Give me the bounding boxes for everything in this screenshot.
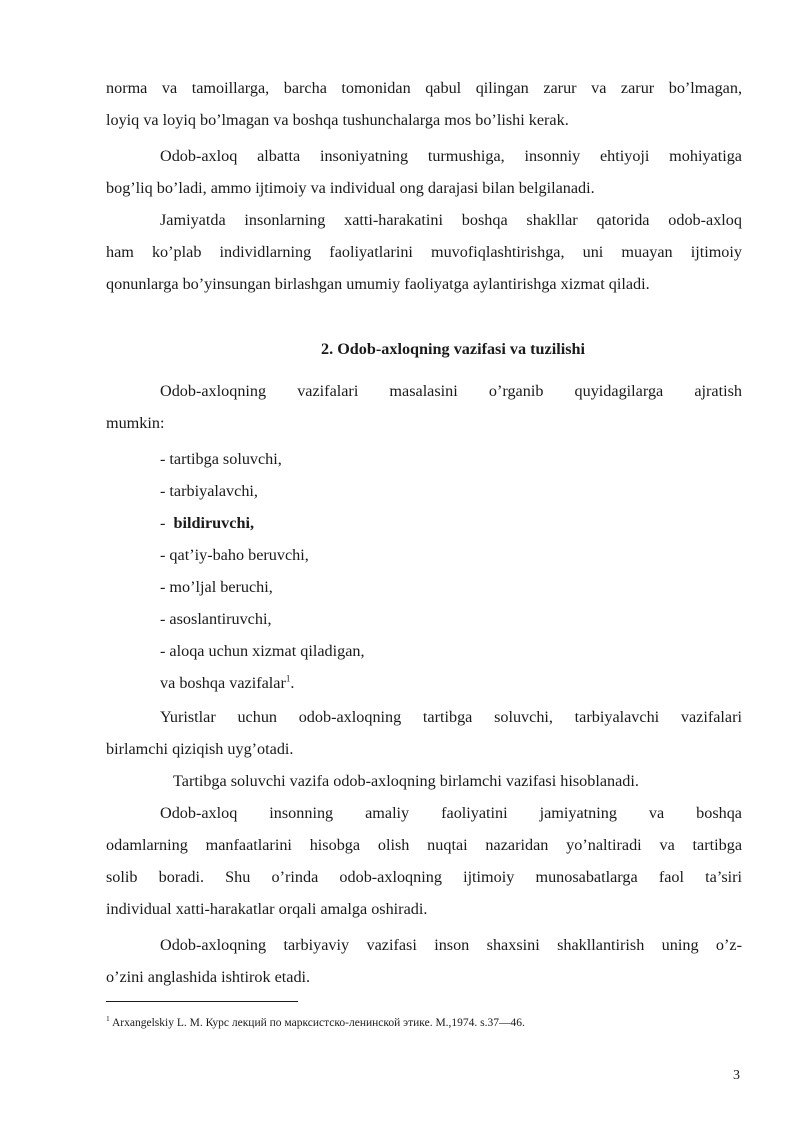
paragraph-line: Odob-axloq albatta insoniyatning turmushiga, insonniy ehtiyoji mohiyatiga	[160, 147, 742, 165]
footnote	[106, 1016, 525, 1030]
list-item-bold: bildiruvchi,	[173, 514, 254, 532]
paragraph-line: Odob-axloq insonning amaliy faoliyatini jamiyatning va boshqa	[160, 804, 742, 822]
list-item: - qat’iy-baho beruvchi,	[160, 546, 309, 564]
list-item: - tartibga soluvchi,	[160, 450, 282, 468]
list-dash: -	[160, 514, 174, 532]
footnote-separator	[106, 1001, 298, 1002]
list-end-period: .	[290, 674, 295, 692]
paragraph-line: qonunlarga bo’yinsungan birlashgan umumiy faoliyatga aylantirishga xizmat qiladi.	[106, 275, 650, 293]
paragraph-line: Odob-axloqning tarbiyaviy vazifasi inson shaxsini shakllantirish uning o’z-	[160, 936, 742, 954]
list-item: - mo’ljal beruchi,	[160, 578, 273, 596]
list-item: - tarbiyalavchi,	[160, 482, 258, 500]
paragraph-line: individual xatti-harakatlar orqali amalga oshiradi.	[106, 900, 428, 918]
paragraph-line: Yuristlar uchun odob-axloqning tartibga soluvchi, tarbiyalavchi vazifalari	[160, 708, 742, 726]
paragraph-line: solib boradi. Shu o’rinda odob-axloqning ijtimoiy munosabatlarga faol ta’siri	[106, 868, 742, 886]
list-item	[160, 513, 742, 533]
list-item: - aloqa uchun xizmat qiladigan,	[160, 642, 365, 660]
paragraph-line: loyiq va loyiq bo’lmagan va boshqa tushunchalarga mos bo’lishi kerak.	[106, 111, 569, 129]
page-number: 3	[733, 1068, 740, 1083]
footnote-text: Arxangelskiy L. M. Курс лекций по марксистско-ленинской этике. М.,1974. s.37—46.	[112, 1017, 525, 1029]
paragraph-line: norma va tamoillarga, barcha tomonidan qabul qilingan zarur va zarur bo’lmagan,	[106, 79, 742, 97]
footnote-reference: 1	[285, 673, 291, 684]
paragraph-line: Tartibga soluvchi vazifa odob-axloqning birlamchi vazifasi hisoblanadi.	[173, 772, 639, 790]
list-item: - asoslantiruvchi,	[160, 610, 272, 628]
list-end-line	[160, 673, 742, 693]
section-heading: 2. Odob-axloqning vazifasi va tuzilishi	[321, 340, 585, 358]
footnote-number: 1	[106, 1014, 110, 1024]
paragraph-line: o’zini anglashida ishtirok etadi.	[106, 968, 311, 986]
paragraph-line: birlamchi qiziqish uyg’otadi.	[106, 740, 294, 758]
paragraph-line: bog’liq bo’ladi, ammo ijtimoiy va individual ong darajasi bilan belgilanadi.	[106, 179, 595, 197]
paragraph-line: ham ko’plab individlarning faoliyatlarini muvofiqlashtirishga, uni muayan ijtimoiy	[106, 243, 742, 261]
paragraph-line: Odob-axloqning vazifalari masalasini o’rganib quyidagilarga ajratish	[160, 382, 742, 400]
paragraph-line: odamlarning manfaatlarini hisobga olish nuqtai nazaridan yo’naltiradi va tartibga	[106, 836, 742, 854]
paragraph-line: Jamiyatda insonlarning xatti-harakatini boshqa shakllar qatorida odob-axloq	[160, 211, 742, 229]
list-end-text: va boshqa vazifalar	[160, 674, 286, 692]
paragraph-line: mumkin:	[106, 414, 165, 432]
